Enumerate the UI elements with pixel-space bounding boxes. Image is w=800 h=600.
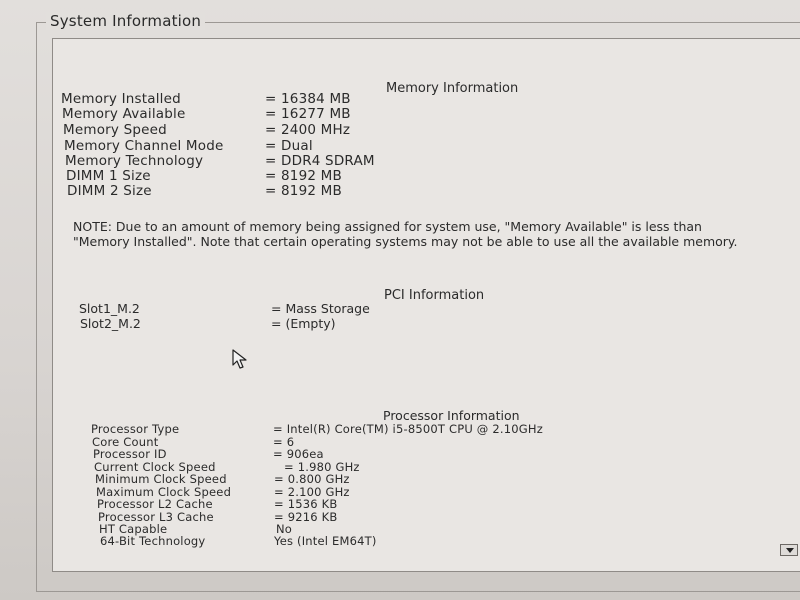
processor-label: Processor L2 Cache [97,497,213,511]
memory-label: Memory Speed [63,122,167,138]
processor-label: Maximum Clock Speed [96,485,232,499]
processor-label: Processor ID [93,447,167,461]
pci-label: Slot1_M.2 [79,301,140,316]
processor-label: Core Count [92,435,159,449]
chevron-down-icon [785,547,795,554]
processor-label: Current Clock Speed [94,460,216,474]
processor-label: HT Capable [99,522,168,536]
memory-label: Memory Available [62,106,186,122]
scroll-down-button[interactable] [780,544,798,556]
memory-label: Memory Installed [61,91,181,107]
processor-section-title: Processor Information [383,408,520,423]
processor-value: = 9216 KB [274,510,338,524]
processor-value: = Intel(R) Core(TM) i5-8500T CPU @ 2.10GHz [273,422,543,436]
processor-value: No [276,522,293,536]
pci-value: = (Empty) [271,316,336,331]
group-title: System Information [46,12,205,30]
processor-value: = 1536 KB [274,497,338,511]
system-information-panel[interactable] [52,38,800,572]
memory-value: = 16277 MB [265,106,351,122]
processor-value: = 1.980 GHz [284,460,360,474]
processor-label: Processor L3 Cache [98,510,214,524]
processor-value: = 2.100 GHz [274,485,350,499]
memory-label: DIMM 2 Size [67,183,152,199]
processor-value: = 6 [273,435,295,449]
memory-value: = 8192 MB [265,168,342,184]
processor-label: Processor Type [91,422,180,436]
mouse-pointer-icon [232,349,250,371]
memory-value: = DDR4 SDRAM [265,153,375,169]
pci-value: = Mass Storage [271,301,370,316]
memory-value: = 2400 MHz [265,122,351,138]
memory-value: = Dual [265,138,313,154]
pci-section-title: PCI Information [384,288,485,303]
memory-label: Memory Technology [65,153,204,169]
memory-note: NOTE: Due to an amount of memory being assigned for system use, "Memory Available" is less than "Memory Installed". Note that certain operating systems may not be able to use all the available memory. [73,219,738,249]
memory-label: DIMM 1 Size [66,168,151,184]
processor-value: = 0.800 GHz [274,472,350,486]
memory-label: Memory Channel Mode [64,138,224,154]
memory-value: = 16384 MB [265,91,351,107]
processor-value: Yes (Intel EM64T) [274,534,377,548]
memory-value: = 8192 MB [265,183,342,199]
processor-label: 64-Bit Technology [100,534,206,548]
processor-label: Minimum Clock Speed [95,472,227,486]
memory-section-title: Memory Information [386,81,519,96]
processor-value: = 906ea [273,447,324,461]
pci-label: Slot2_M.2 [80,316,141,331]
